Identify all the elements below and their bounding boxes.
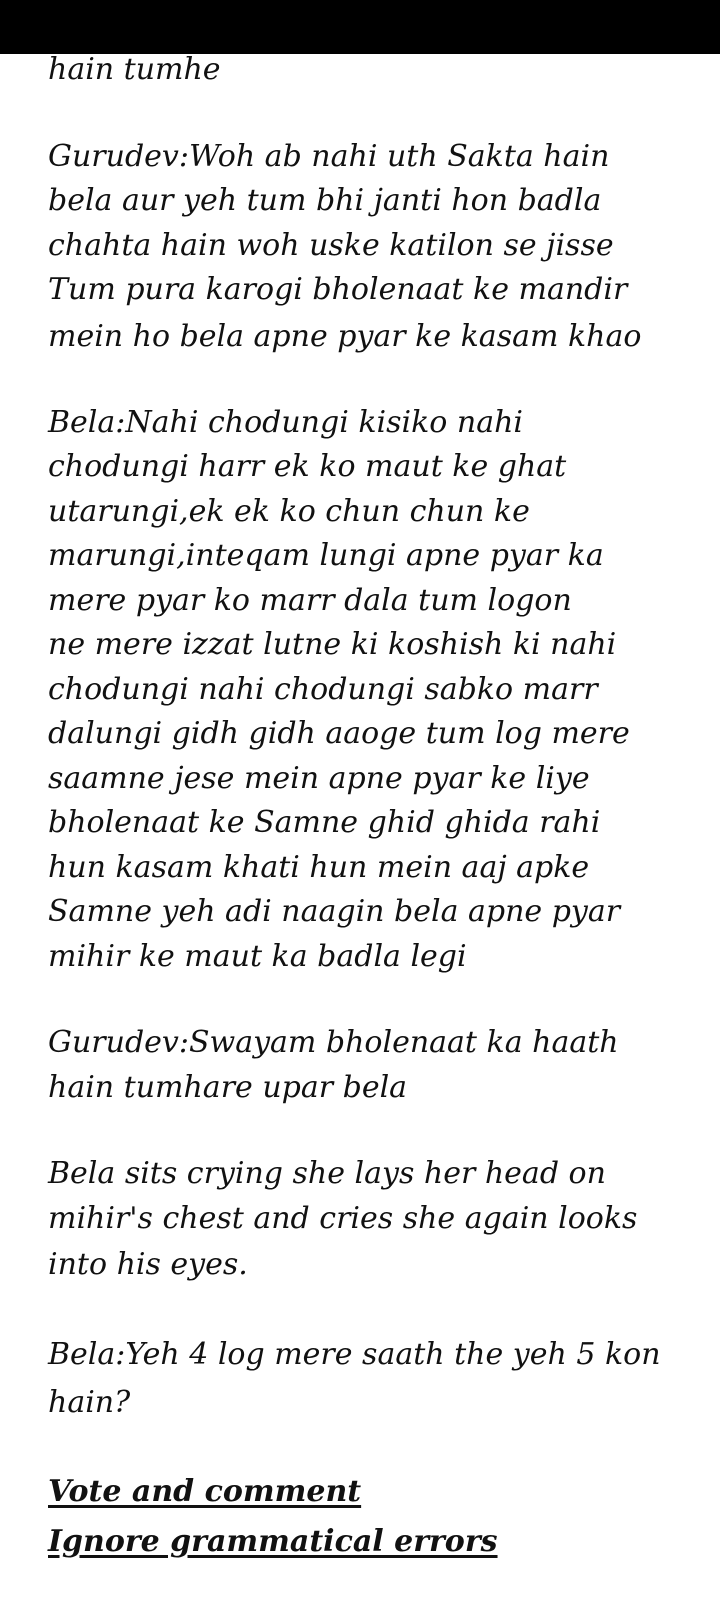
- story-line: Gurudev:Swayam bholenaat ka haath: [48, 1025, 619, 1060]
- story-line: chodungi harr ek ko maut ke ghat: [48, 449, 567, 484]
- story-line: hain?: [48, 1385, 131, 1420]
- paragraph-gap: [48, 361, 688, 401]
- status-bar: [0, 0, 720, 54]
- story-line: mihir's chest and cries she again looks: [48, 1200, 638, 1236]
- author-note: [48, 1467, 688, 1567]
- paragraph: [48, 48, 688, 93]
- story-line: hain tumhe: [48, 52, 221, 87]
- story-line: hain tumhare upar bela: [48, 1069, 408, 1105]
- paragraph: [48, 1331, 688, 1427]
- story-line: Gurudev:Woh ab nahi uth Sakta hain: [48, 138, 610, 174]
- story-line: marungi,inteqam lungi apne pyar ka: [48, 538, 604, 573]
- grammar-note: Ignore grammatical errors: [48, 1524, 498, 1559]
- paragraph: [48, 401, 688, 980]
- story-line: chodungi nahi chodungi sabko marr: [48, 671, 598, 707]
- story-line: into his eyes.: [48, 1247, 248, 1282]
- vote-note: Vote and comment: [48, 1474, 362, 1509]
- story-line: Bela:Nahi chodungi kisiko nahi: [48, 404, 524, 440]
- story-line: utarungi,ek ek ko chun chun ke: [48, 493, 530, 529]
- story-line: hun kasam khati hun mein aaj apke: [48, 849, 590, 885]
- story-line: saamne jese mein apne pyar ke liye: [48, 760, 590, 796]
- story-line: Bela sits crying she lays her head on: [48, 1156, 606, 1191]
- paragraph: [48, 1152, 688, 1289]
- paragraph-gap: [48, 1289, 688, 1331]
- story-line: mere pyar ko marr dala tum logon: [48, 582, 572, 618]
- story-line: bela aur yeh tum bhi janti hon badla: [48, 183, 602, 218]
- story-line: Tum pura karogi bholenaat ke mandir: [48, 272, 628, 307]
- story-line: mihir ke maut ka badla legi: [48, 938, 467, 974]
- story-line: ne mere izzat lutne ki koshish ki nahi: [48, 627, 617, 662]
- story-reader[interactable]: [48, 48, 688, 1567]
- story-line: dalungi gidh gidh aaoge tum log mere: [48, 716, 630, 751]
- paragraph: [48, 135, 688, 361]
- paragraph-gap: [48, 93, 688, 135]
- story-line: Samne yeh adi naagin bela apne pyar: [48, 894, 621, 929]
- paragraph-gap: [48, 1110, 688, 1152]
- paragraph-gap: [48, 1427, 688, 1467]
- story-line: bholenaat ke Samne ghid ghida rahi: [48, 805, 601, 840]
- story-line: chahta hain woh uske katilon se jisse: [48, 227, 614, 263]
- story-line: Bela:Yeh 4 log mere saath the yeh 5 kon: [48, 1337, 661, 1372]
- paragraph-gap: [48, 979, 688, 1021]
- paragraph: [48, 1021, 688, 1110]
- story-line: mein ho bela apne pyar ke kasam khao: [48, 318, 642, 354]
